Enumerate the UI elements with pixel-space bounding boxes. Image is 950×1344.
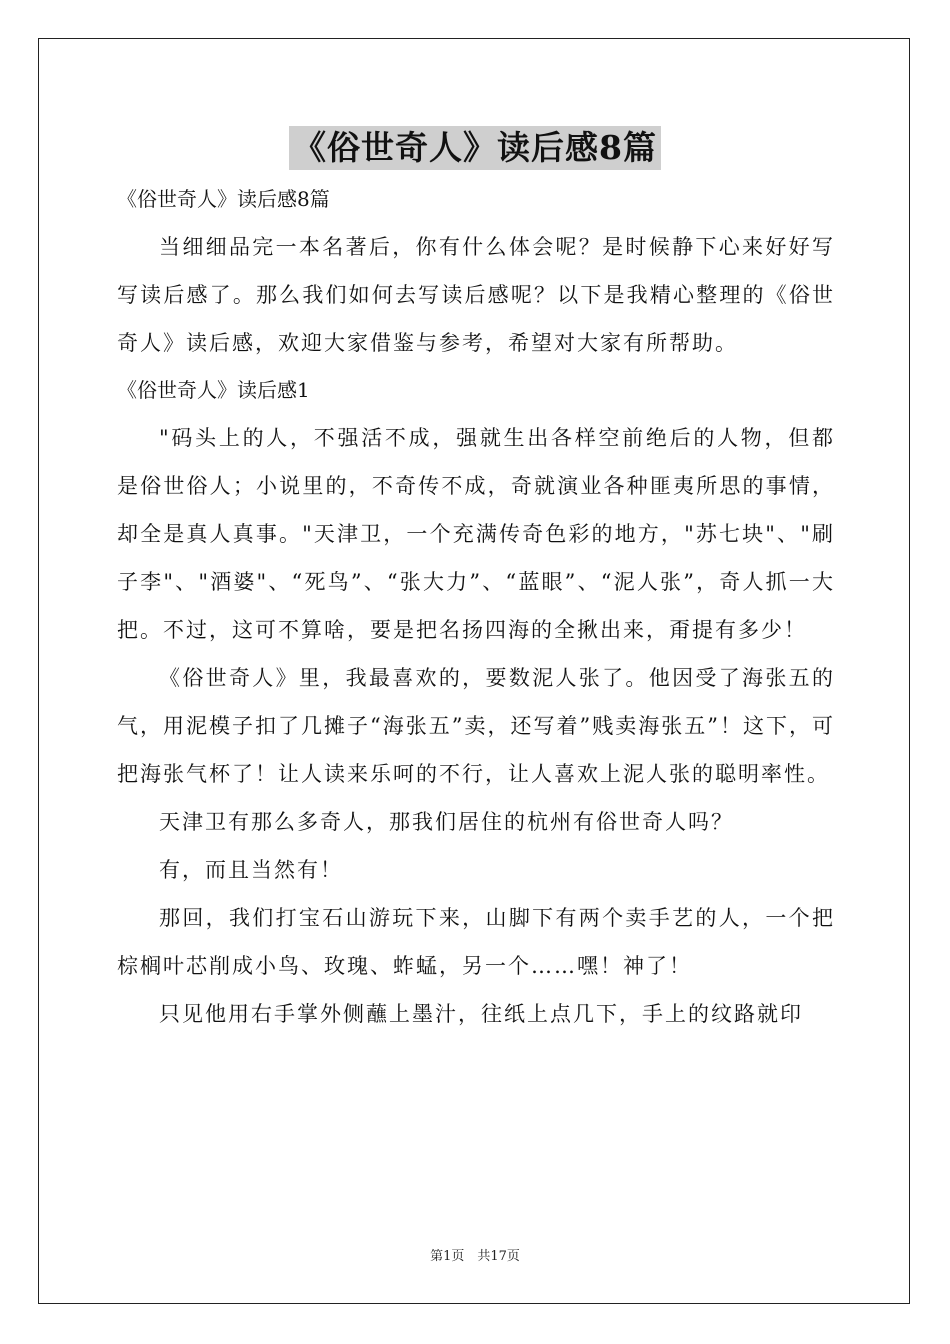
- body-paragraph: 《俗世奇人》里，我最喜欢的，要数泥人张了。他因受了海张五的气，用泥模子扣了几摊子“海张五”卖，还写着”贱卖海张五”！这下，可把海张气杯了！让人读来乐呵的不行，让人喜欢上泥人张的聪明率性。: [117, 666, 835, 786]
- body-paragraph: 天津卫有那么多奇人，那我们居住的杭州有俗世奇人吗？: [159, 810, 734, 834]
- document-title: 《俗世奇人》读后感8篇: [289, 126, 661, 170]
- document-body: [117, 176, 835, 1038]
- intro-paragraph: 当细细品完一本名著后，你有什么体会呢？是时候静下心来好好写写读后感了。那么我们如何去写读后感呢？以下是我精心整理的《俗世奇人》读后感，欢迎大家借鉴与参考，希望对大家有所帮助。: [117, 235, 835, 355]
- section-heading: 《俗世奇人》读后感1: [117, 378, 310, 402]
- page-number-footer: 第1页 共17页: [430, 1249, 520, 1264]
- body-paragraph: 那回，我们打宝石山游玩下来，山脚下有两个卖手艺的人，一个把棕榈叶芯削成小鸟、玫瑰、蚱蜢，另一个……嘿！神了！: [117, 906, 835, 978]
- body-paragraph: "码头上的人，不强活不成，强就生出各样空前绝后的人物，但都是俗世俗人；小说里的，不奇传不成，奇就演业各种匪夷所思的事情，却全是真人真事。"天津卫，一个充满传奇色彩的地方，"苏七块"、"刷子李"、"酒婆"、“死鸟”、“张大力”、“蓝眼”、“泥人张”，奇人抓一大把。不过，这可不算啥，要是把名扬四海的全揪出来，甭提有多少！: [117, 426, 835, 642]
- document-subtitle: 《俗世奇人》读后感8篇: [117, 187, 330, 211]
- body-paragraph: 有，而且当然有！: [159, 858, 343, 882]
- body-paragraph: 只见他用右手掌外侧蘸上墨汁，往纸上点几下，手上的纹路就印: [159, 1002, 803, 1026]
- title-container: [0, 126, 950, 170]
